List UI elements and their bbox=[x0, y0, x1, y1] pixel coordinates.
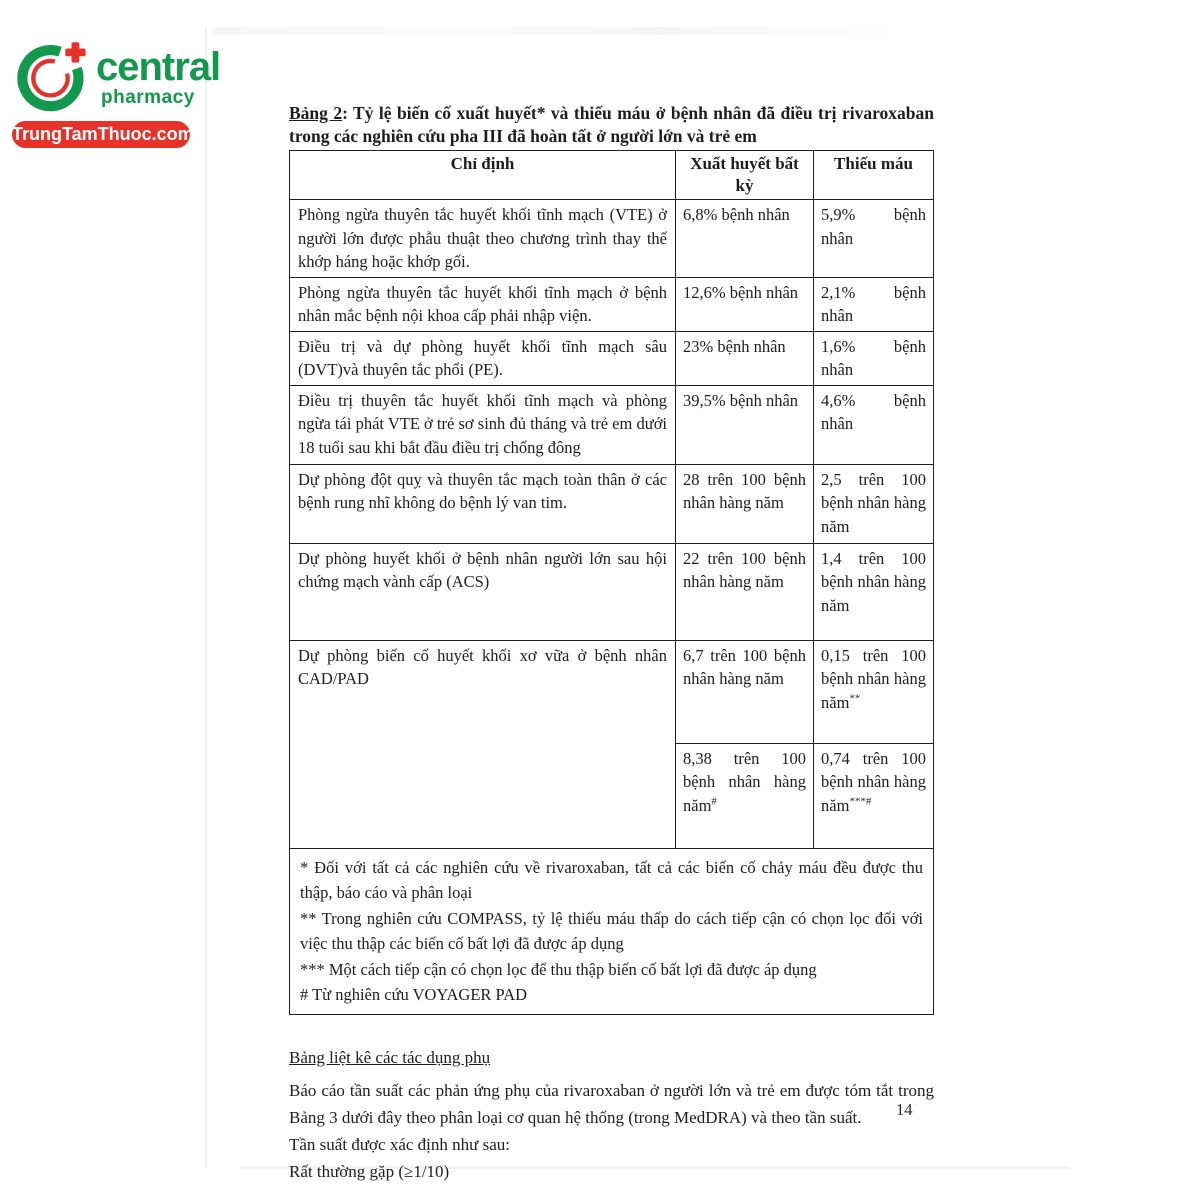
cell-anemia: 1,6% bệnh nhân bbox=[814, 331, 934, 385]
footnote: # Từ nghiên cứu VOYAGER PAD bbox=[300, 985, 528, 1004]
cell-anemia: 2,1% bệnh nhân bbox=[814, 277, 934, 331]
cell-indication: Điều trị thuyên tắc huyết khối tĩnh mạch và phòng ngừa tái phát VTE ở trẻ sơ sinh đủ tháng và trẻ em dưới 18 tuổi sau khi bắt đầu điều trị chống đông bbox=[290, 385, 676, 464]
cell-anemia: 4,6% bệnh nhân bbox=[814, 385, 934, 464]
footnote-marker: ***# bbox=[849, 795, 872, 807]
cell-indication: Dự phòng đột quỵ và thuyên tắc mạch toàn thân ở các bệnh rung nhĩ không do bệnh lý van tim. bbox=[290, 464, 676, 543]
table-row bbox=[290, 200, 934, 278]
col-header-bleeding: Xuất huyết bất kỳ bbox=[676, 151, 814, 200]
cell-indication: Dự phòng biến cố huyết khối xơ vữa ở bệnh nhân CAD/PAD bbox=[290, 640, 676, 848]
cell-bleeding: 12,6% bệnh nhân bbox=[676, 277, 814, 331]
col-header-indication: Chỉ định bbox=[290, 151, 676, 200]
footnote: *** Một cách tiếp cận có chọn lọc để thu thập biến cố bất lợi đã được áp dụng bbox=[300, 959, 817, 979]
cell-anemia: 0,15 trên 100 bệnh nhân hàng năm** bbox=[814, 640, 934, 743]
cell-bleeding: 6,8% bệnh nhân bbox=[676, 200, 814, 278]
cell-bleeding: 22 trên 100 bệnh nhân hàng năm bbox=[676, 543, 814, 640]
col-header-anemia: Thiếu máu bbox=[814, 151, 934, 200]
pharmacy-logo bbox=[12, 36, 221, 148]
adverse-reactions-section bbox=[289, 1044, 934, 1185]
table-footnotes-cell bbox=[290, 848, 934, 1014]
pharmacy-logo-icon bbox=[12, 36, 92, 114]
cell-indication: Điều trị và dự phòng huyết khối tĩnh mạch sâu (DVT)và thuyên tắc phổi (PE). bbox=[290, 331, 676, 385]
logo-brand-text: central bbox=[96, 45, 221, 89]
table-row bbox=[290, 543, 934, 640]
footnote: ** Trong nghiên cứu COMPASS, tỷ lệ thiếu máu thấp do cách tiếp cận có chọn lọc đối với việc thu thập các biến cố bất lợi đã được áp dụng bbox=[300, 908, 923, 953]
cell-indication: Phòng ngừa thuyên tắc huyết khối tĩnh mạch (VTE) ở người lớn được phẫu thuật theo chương trình thay thế khớp háng hoặc khớp gối. bbox=[290, 200, 676, 278]
cell-bleeding: 28 trên 100 bệnh nhân hàng năm bbox=[676, 464, 814, 543]
table-header-row bbox=[290, 151, 934, 200]
scan-page-left-edge bbox=[205, 28, 207, 1168]
table-row bbox=[290, 464, 934, 543]
table-footnotes-row bbox=[290, 848, 934, 1014]
section-paragraph: Báo cáo tần suất các phản ứng phụ của rivaroxaban ở người lớn và trẻ em được tóm tắt trong Bảng 3 dưới đây theo phân loại cơ quan hệ thống (trong MedDRA) và theo tần suất. bbox=[289, 1080, 934, 1127]
plus-icon bbox=[65, 42, 85, 62]
footnote: * Đối với tất cả các nghiên cứu về rivaroxaban, tất cả các biến cố chảy máu đều được thu thập, báo cáo và phân loại bbox=[300, 857, 923, 902]
frequency-intro-line: Tần suất được xác định như sau: bbox=[289, 1134, 510, 1154]
frequency-definition-line: Rất thường gặp (≥1/10) bbox=[289, 1161, 450, 1181]
scan-smudge bbox=[212, 27, 902, 35]
table-row bbox=[290, 385, 934, 464]
cell-anemia: 1,4 trên 100 bệnh nhân hàng năm bbox=[814, 543, 934, 640]
page-number: 14 bbox=[896, 1100, 913, 1119]
table-title-rest: : Tỷ lệ biến cố xuất huyết* và thiếu máu ở bệnh nhân đã điều trị rivaroxaban trong các nghiên cứu pha III đã hoàn tất ở người lớn và trẻ em bbox=[289, 103, 934, 146]
cell-anemia: 5,9% bệnh nhân bbox=[814, 200, 934, 278]
cell-bleeding: 23% bệnh nhân bbox=[676, 331, 814, 385]
cell-anemia: 2,5 trên 100 bệnh nhân hàng năm bbox=[814, 464, 934, 543]
logo-site-badge: TrungTamThuoc.com bbox=[12, 121, 190, 148]
footnote-marker: # bbox=[711, 795, 717, 807]
document-content bbox=[289, 102, 934, 1185]
logo-brand-subtext: pharmacy bbox=[101, 87, 195, 108]
table-title-label: Bảng 2 bbox=[289, 103, 343, 123]
table-row bbox=[290, 331, 934, 385]
cell-bleeding: 6,7 trên 100 bệnh nhân hàng năm bbox=[676, 640, 814, 743]
table-row bbox=[290, 277, 934, 331]
cell-bleeding: 39,5% bệnh nhân bbox=[676, 385, 814, 464]
table-row-cad-pad bbox=[290, 640, 934, 743]
section-heading: Bảng liệt kê các tác dụng phụ bbox=[289, 1047, 491, 1067]
cell-bleeding: 8,38 trên 100 bệnh nhân hàng năm# bbox=[676, 743, 814, 848]
cell-indication: Dự phòng huyết khối ở bệnh nhân người lớn sau hội chứng mạch vành cấp (ACS) bbox=[290, 543, 676, 640]
cell-anemia: 0,74 trên 100 bệnh nhân hàng năm***# bbox=[814, 743, 934, 848]
footnote-marker: ** bbox=[849, 692, 861, 704]
adverse-events-table bbox=[289, 150, 934, 1015]
table-title bbox=[289, 102, 934, 148]
cell-indication: Phòng ngừa thuyên tắc huyết khối tĩnh mạch ở bệnh nhân mắc bệnh nội khoa cấp phải nhập viện. bbox=[290, 277, 676, 331]
